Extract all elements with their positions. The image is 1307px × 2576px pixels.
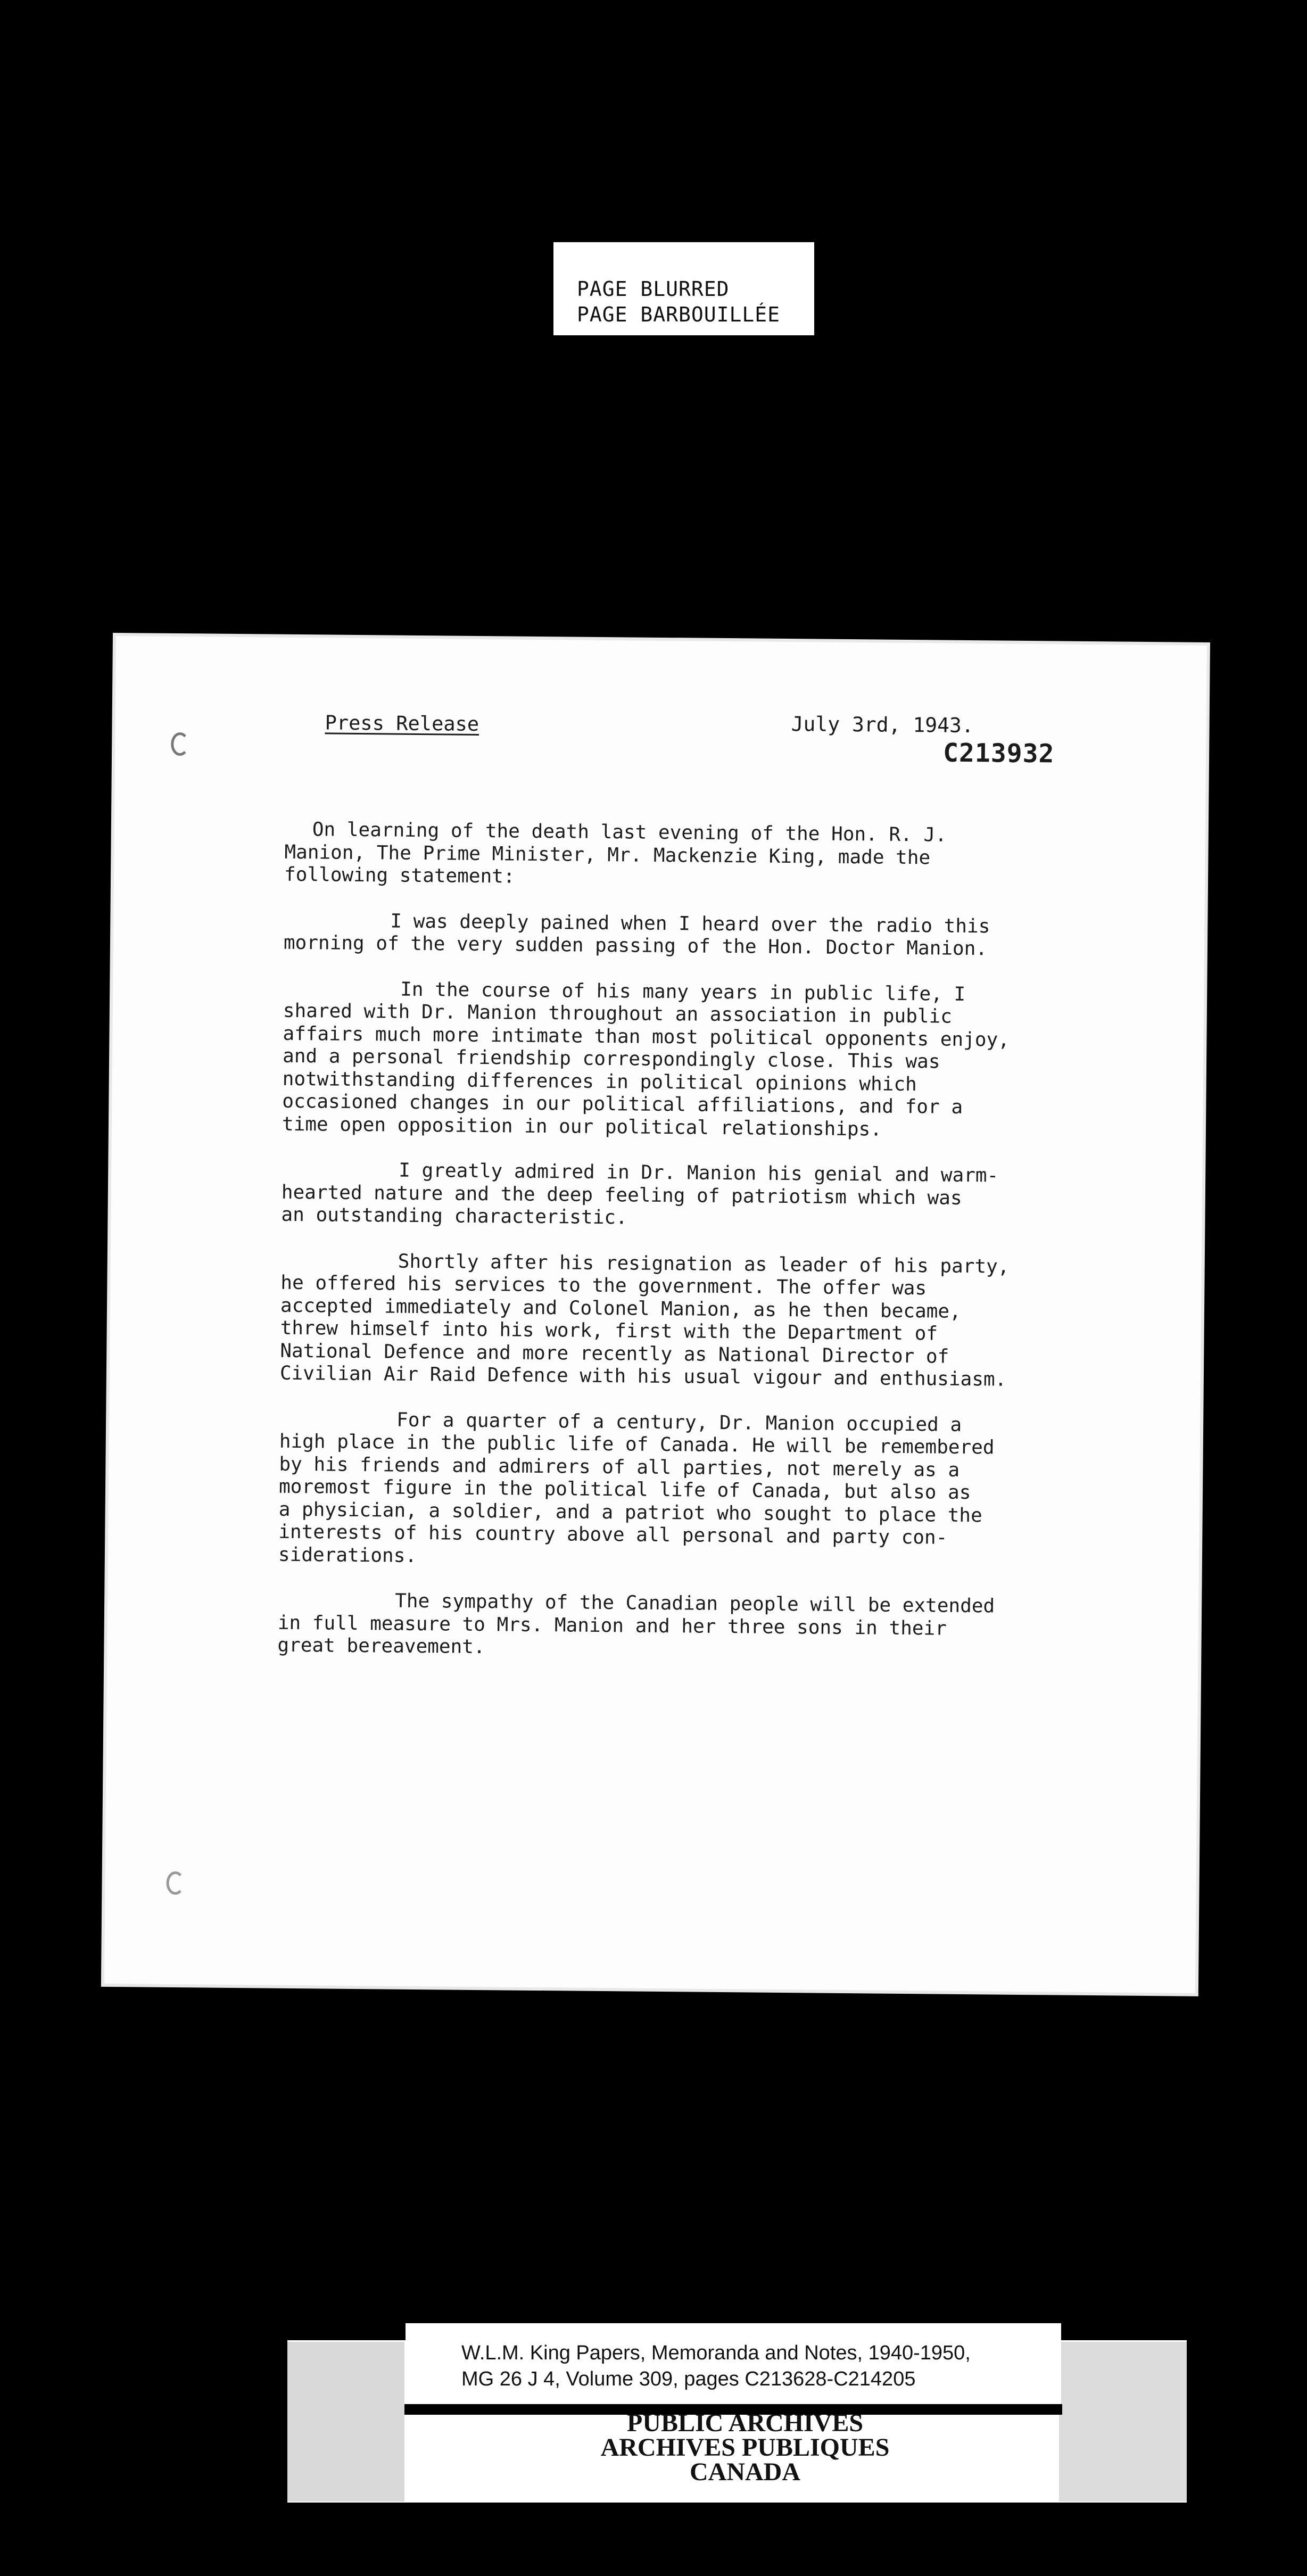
press-release-page [104, 636, 1207, 1993]
footer-margin-right [1059, 2342, 1187, 2501]
punch-hole-icon [166, 1871, 184, 1895]
paragraph: On learning of the death last evening of the Hon. R. J. Manion, The Prime Minister, Mr. Mackenzie King, made the following statement: [284, 819, 947, 888]
paragraph: For a quarter of a century, Dr. Manion occupied a high place in the public life of Canada. He will be remembered by his friends and admirers of all parties, not merely as a moremost figure in the political life of Canada, but also as a physician, a soldier, and a patriot who sought to place the interests of his country above all personal and party con- siderations. [278, 1409, 995, 1567]
blur-notice-french: PAGE BARBOUILLÉE [577, 303, 781, 326]
paragraph: The sympathy of the Canadian people will be extended in full measure to Mrs. Manion and her three sons in their great bereavement. [277, 1590, 995, 1658]
statement-body [277, 819, 1147, 1688]
citation-line: W.L.M. King Papers, Memoranda and Notes, 1940-1950, [461, 2342, 971, 2364]
paragraph: In the course of his many years in public life, I shared with Dr. Manion throughout an association in public affairs much more intimate than most political opponents enjoy, and a personal friendship correspondingly close. This was notwithstanding differences in political opinions which occasioned changes in our political affiliations, and for a time open opposition in our political relationships. [282, 978, 1010, 1141]
citation-label [406, 2323, 1061, 2404]
archives-english: PUBLIC ARCHIVES [626, 2409, 864, 2437]
press-release-heading: Press Release [325, 711, 479, 736]
footer-margin-left [287, 2342, 404, 2501]
blur-notice-english: PAGE BLURRED [577, 277, 730, 301]
paragraph: I was deeply pained when I heard over the radio this morning of the very sudden passing of the Hon. Doctor Manion. [283, 910, 990, 960]
archives-country: CANADA [690, 2458, 800, 2486]
blur-notice-label [553, 242, 814, 335]
citation-line: MG 26 J 4, Volume 309, pages C213628-C214205 [461, 2368, 916, 2390]
archives-stamp [532, 2411, 958, 2484]
paragraph: I greatly admired in Dr. Manion his genial and warm- hearted nature and the deep feeling of patriotism which was an outstanding characteristic. [281, 1159, 999, 1229]
paragraph: Shortly after his resignation as leader of his party, he offered his services to the government. The offer was accepted immediately and Colonel Manion, as he then became, threw himself into his work, first with the Department of National Defence and more recently as National Director of Civilian Air Raid Defence with his usual vigour and enthusiasm. [279, 1250, 1010, 1391]
archives-french: ARCHIVES PUBLIQUES [600, 2433, 890, 2462]
archive-page-number: C213932 [942, 738, 1055, 769]
document-date: July 3rd, 1943. [791, 712, 974, 738]
punch-hole-icon [171, 732, 189, 756]
